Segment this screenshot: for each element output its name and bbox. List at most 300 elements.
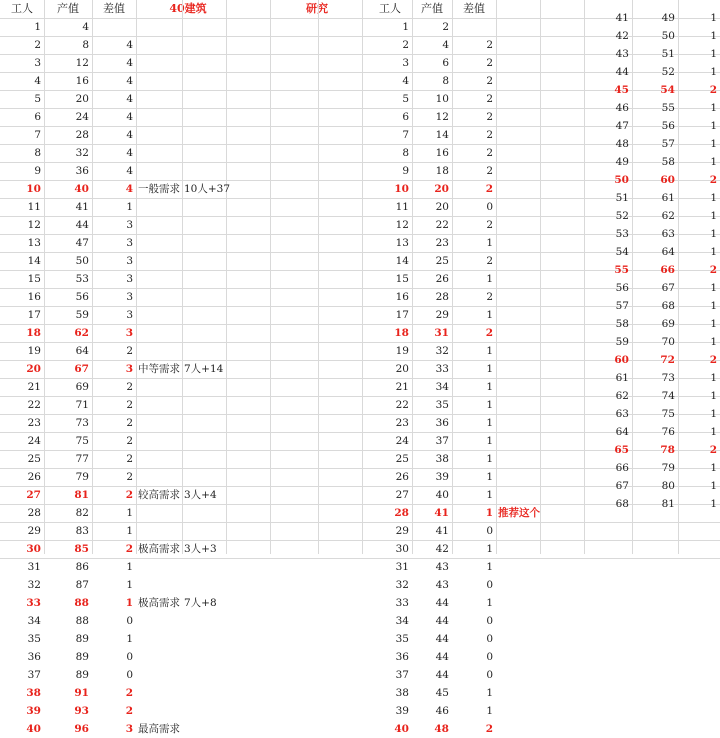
build-output-cell[interactable]: 56 bbox=[75, 291, 89, 303]
research-output-cell[interactable]: 44 bbox=[435, 651, 449, 663]
research-workers-cell[interactable]: 36 bbox=[395, 651, 409, 663]
research-workers-cell[interactable]: 25 bbox=[395, 453, 409, 465]
research-more-workers-cell[interactable]: 55 bbox=[614, 264, 629, 276]
build-workers-cell[interactable]: 29 bbox=[27, 525, 41, 537]
build-diff-cell[interactable]: 3 bbox=[125, 363, 133, 375]
build-diff-cell[interactable]: 3 bbox=[126, 255, 133, 267]
research-workers-cell[interactable]: 13 bbox=[395, 237, 409, 249]
build-output-cell[interactable]: 93 bbox=[74, 705, 89, 717]
research-more-diff-cell[interactable]: 1 bbox=[710, 156, 717, 168]
research-output-cell[interactable]: 8 bbox=[442, 75, 449, 87]
build-workers-cell[interactable]: 36 bbox=[27, 651, 41, 663]
build-workers-cell[interactable]: 5 bbox=[34, 93, 41, 105]
build-output-cell[interactable]: 41 bbox=[75, 201, 89, 213]
build-output-cell[interactable]: 69 bbox=[75, 381, 89, 393]
research-more-diff-cell[interactable]: 2 bbox=[709, 354, 717, 366]
research-workers-cell[interactable]: 22 bbox=[395, 399, 409, 411]
research-more-output-cell[interactable]: 60 bbox=[660, 174, 675, 186]
build-diff-cell[interactable]: 3 bbox=[126, 291, 133, 303]
research-diff-cell[interactable]: 1 bbox=[485, 507, 493, 519]
recommend-label-cell[interactable]: 推荐这个 bbox=[498, 507, 540, 519]
research-more-workers-cell[interactable]: 52 bbox=[615, 210, 629, 222]
build-workers-cell[interactable]: 34 bbox=[27, 615, 41, 627]
research-workers-cell[interactable]: 40 bbox=[394, 723, 409, 735]
build-output-cell[interactable]: 40 bbox=[74, 183, 89, 195]
build-diff-cell[interactable]: 2 bbox=[126, 345, 133, 357]
build-diff-cell[interactable]: 2 bbox=[126, 399, 133, 411]
build-diff-cell[interactable]: 4 bbox=[126, 111, 133, 123]
build-output-cell[interactable]: 12 bbox=[75, 57, 89, 69]
build-diff-cell[interactable]: 3 bbox=[125, 723, 133, 735]
build-output-cell[interactable]: 53 bbox=[75, 273, 89, 285]
research-more-output-cell[interactable]: 56 bbox=[661, 120, 675, 132]
build-output-cell[interactable]: 88 bbox=[75, 615, 89, 627]
build-output-cell[interactable]: 79 bbox=[75, 471, 89, 483]
build-workers-cell[interactable]: 27 bbox=[26, 489, 41, 501]
build-output-cell[interactable]: 62 bbox=[74, 327, 89, 339]
research-workers-cell[interactable]: 38 bbox=[395, 687, 409, 699]
research-output-cell[interactable]: 43 bbox=[435, 561, 449, 573]
research-diff-cell[interactable] bbox=[452, 18, 496, 36]
research-diff-cell[interactable]: 1 bbox=[486, 489, 493, 501]
build-diff-cell[interactable]: 3 bbox=[126, 219, 133, 231]
research-output-cell[interactable]: 31 bbox=[434, 327, 449, 339]
build-output-cell[interactable]: 24 bbox=[75, 111, 89, 123]
research-more-diff-cell[interactable]: 1 bbox=[710, 102, 717, 114]
research-more-diff-cell[interactable]: 1 bbox=[710, 48, 717, 60]
research-diff-cell[interactable]: 1 bbox=[486, 687, 493, 699]
research-workers-cell[interactable]: 15 bbox=[395, 273, 409, 285]
research-workers-cell[interactable]: 34 bbox=[395, 615, 409, 627]
demand-label-cell[interactable]: 较高需求 bbox=[138, 489, 180, 501]
build-workers-cell[interactable]: 7 bbox=[34, 129, 41, 141]
research-diff-cell[interactable]: 2 bbox=[486, 111, 493, 123]
build-output-cell[interactable]: 89 bbox=[75, 633, 89, 645]
research-output-cell[interactable]: 14 bbox=[435, 129, 449, 141]
build-workers-cell[interactable]: 1 bbox=[34, 21, 41, 33]
build-output-cell[interactable]: 8 bbox=[82, 39, 89, 51]
demand-extra-cell[interactable] bbox=[182, 720, 242, 738]
build-output-cell[interactable]: 82 bbox=[75, 507, 89, 519]
build-output-cell[interactable]: 44 bbox=[75, 219, 89, 231]
demand-label-cell[interactable]: 极高需求 bbox=[138, 597, 180, 609]
research-more-output-cell[interactable]: 49 bbox=[661, 12, 675, 24]
build-output-cell[interactable]: 91 bbox=[74, 687, 89, 699]
research-output-cell[interactable]: 32 bbox=[435, 345, 449, 357]
research-more-diff-cell[interactable]: 1 bbox=[710, 318, 717, 330]
research-diff-cell[interactable]: 2 bbox=[486, 75, 493, 87]
research-diff-cell[interactable]: 1 bbox=[486, 345, 493, 357]
research-diff-cell[interactable]: 0 bbox=[486, 615, 493, 627]
research-more-diff-cell[interactable]: 2 bbox=[709, 444, 717, 456]
research-diff-cell[interactable]: 2 bbox=[486, 57, 493, 69]
research-output-cell[interactable]: 25 bbox=[435, 255, 449, 267]
research-more-workers-cell[interactable]: 53 bbox=[615, 228, 629, 240]
build-output-cell[interactable]: 89 bbox=[75, 651, 89, 663]
build-workers-cell[interactable]: 16 bbox=[27, 291, 41, 303]
build-workers-cell[interactable]: 9 bbox=[34, 165, 41, 177]
research-more-output-cell[interactable]: 55 bbox=[661, 102, 675, 114]
build-workers-cell[interactable]: 17 bbox=[27, 309, 41, 321]
build-output-cell[interactable]: 59 bbox=[75, 309, 89, 321]
research-more-diff-cell[interactable]: 2 bbox=[709, 174, 717, 186]
build-diff-cell[interactable]: 3 bbox=[126, 237, 133, 249]
build-workers-cell[interactable]: 14 bbox=[27, 255, 41, 267]
build-output-cell[interactable]: 4 bbox=[82, 21, 89, 33]
research-more-diff-cell[interactable]: 1 bbox=[710, 246, 717, 258]
research-more-diff-cell[interactable]: 1 bbox=[710, 390, 717, 402]
research-more-workers-cell[interactable]: 50 bbox=[614, 174, 629, 186]
build-workers-cell[interactable]: 6 bbox=[34, 111, 41, 123]
build-diff-cell[interactable]: 2 bbox=[125, 705, 133, 717]
build-workers-cell[interactable]: 24 bbox=[27, 435, 41, 447]
research-more-output-cell[interactable]: 79 bbox=[661, 462, 675, 474]
demand-label-cell[interactable]: 一般需求 bbox=[138, 183, 180, 195]
research-output-cell[interactable]: 33 bbox=[435, 363, 449, 375]
research-workers-cell[interactable]: 18 bbox=[394, 327, 409, 339]
research-more-diff-cell[interactable]: 1 bbox=[710, 408, 717, 420]
research-more-diff-cell[interactable]: 1 bbox=[710, 282, 717, 294]
research-diff-cell[interactable]: 0 bbox=[486, 669, 493, 681]
research-diff-cell[interactable]: 2 bbox=[486, 93, 493, 105]
research-workers-cell[interactable]: 7 bbox=[402, 129, 409, 141]
research-diff-cell[interactable]: 1 bbox=[486, 561, 493, 573]
build-diff-cell[interactable] bbox=[92, 18, 136, 36]
research-output-cell[interactable]: 48 bbox=[434, 723, 449, 735]
build-diff-cell[interactable]: 2 bbox=[125, 687, 133, 699]
build-diff-cell[interactable]: 4 bbox=[126, 165, 133, 177]
research-workers-cell[interactable]: 32 bbox=[395, 579, 409, 591]
research-workers-cell[interactable]: 29 bbox=[395, 525, 409, 537]
research-output-cell[interactable]: 20 bbox=[434, 183, 449, 195]
research-output-cell[interactable]: 23 bbox=[435, 237, 449, 249]
research-workers-cell[interactable]: 28 bbox=[394, 507, 409, 519]
research-output-cell[interactable]: 44 bbox=[435, 615, 449, 627]
research-more-diff-cell[interactable]: 1 bbox=[710, 66, 717, 78]
research-more-diff-cell[interactable]: 1 bbox=[710, 120, 717, 132]
research-diff-cell[interactable]: 2 bbox=[486, 255, 493, 267]
research-more-workers-cell[interactable]: 46 bbox=[615, 102, 629, 114]
research-output-cell[interactable]: 35 bbox=[435, 399, 449, 411]
research-more-output-cell[interactable]: 63 bbox=[661, 228, 675, 240]
research-more-workers-cell[interactable]: 65 bbox=[614, 444, 629, 456]
research-more-workers-cell[interactable]: 44 bbox=[615, 66, 629, 78]
research-more-diff-cell[interactable]: 1 bbox=[710, 138, 717, 150]
research-more-output-cell[interactable]: 76 bbox=[661, 426, 675, 438]
research-output-cell[interactable]: 22 bbox=[435, 219, 449, 231]
research-more-workers-cell[interactable]: 64 bbox=[615, 426, 629, 438]
research-more-diff-cell[interactable]: 1 bbox=[710, 462, 717, 474]
build-diff-cell[interactable]: 4 bbox=[126, 147, 133, 159]
build-output-cell[interactable]: 32 bbox=[75, 147, 89, 159]
research-more-workers-cell[interactable]: 43 bbox=[615, 48, 629, 60]
research-more-workers-cell[interactable]: 56 bbox=[615, 282, 629, 294]
col-header-workers-a[interactable]: 工人 bbox=[11, 2, 33, 15]
research-diff-cell[interactable]: 1 bbox=[486, 471, 493, 483]
build-diff-cell[interactable]: 3 bbox=[125, 327, 133, 339]
build-output-cell[interactable]: 86 bbox=[75, 561, 89, 573]
research-workers-cell[interactable]: 1 bbox=[402, 21, 409, 33]
research-output-cell[interactable]: 41 bbox=[434, 507, 449, 519]
build-output-cell[interactable]: 28 bbox=[75, 129, 89, 141]
research-workers-cell[interactable]: 10 bbox=[394, 183, 409, 195]
build-diff-cell[interactable]: 1 bbox=[126, 579, 133, 591]
research-more-workers-cell[interactable]: 63 bbox=[615, 408, 629, 420]
build-output-cell[interactable]: 73 bbox=[75, 417, 89, 429]
research-output-cell[interactable]: 36 bbox=[435, 417, 449, 429]
build-output-cell[interactable]: 85 bbox=[74, 543, 89, 555]
build-workers-cell[interactable]: 13 bbox=[27, 237, 41, 249]
research-more-output-cell[interactable]: 62 bbox=[661, 210, 675, 222]
research-more-diff-cell[interactable]: 2 bbox=[709, 84, 717, 96]
build-workers-cell[interactable]: 19 bbox=[27, 345, 41, 357]
research-output-cell[interactable]: 44 bbox=[435, 669, 449, 681]
research-output-cell[interactable]: 26 bbox=[435, 273, 449, 285]
research-diff-cell[interactable]: 0 bbox=[486, 651, 493, 663]
build-workers-cell[interactable]: 12 bbox=[27, 219, 41, 231]
research-output-cell[interactable]: 18 bbox=[435, 165, 449, 177]
research-more-diff-cell[interactable]: 1 bbox=[710, 336, 717, 348]
research-output-cell[interactable]: 44 bbox=[435, 633, 449, 645]
research-output-cell[interactable]: 28 bbox=[435, 291, 449, 303]
build-output-cell[interactable]: 89 bbox=[75, 669, 89, 681]
research-more-diff-cell[interactable]: 1 bbox=[710, 192, 717, 204]
research-more-workers-cell[interactable]: 61 bbox=[615, 372, 629, 384]
research-workers-cell[interactable]: 21 bbox=[395, 381, 409, 393]
research-diff-cell[interactable]: 0 bbox=[486, 633, 493, 645]
research-more-output-cell[interactable]: 75 bbox=[661, 408, 675, 420]
research-output-cell[interactable]: 6 bbox=[442, 57, 449, 69]
research-workers-cell[interactable]: 14 bbox=[395, 255, 409, 267]
build-diff-cell[interactable]: 4 bbox=[125, 183, 133, 195]
build-diff-cell[interactable]: 4 bbox=[126, 57, 133, 69]
research-more-diff-cell[interactable]: 1 bbox=[710, 372, 717, 384]
research-diff-cell[interactable]: 0 bbox=[486, 525, 493, 537]
research-more-workers-cell[interactable]: 57 bbox=[615, 300, 629, 312]
demand-label-cell[interactable]: 极高需求 bbox=[138, 543, 180, 555]
research-diff-cell[interactable]: 2 bbox=[485, 327, 493, 339]
build-workers-cell[interactable]: 28 bbox=[27, 507, 41, 519]
research-more-diff-cell[interactable]: 1 bbox=[710, 30, 717, 42]
build-workers-cell[interactable]: 26 bbox=[27, 471, 41, 483]
research-more-workers-cell[interactable]: 45 bbox=[614, 84, 629, 96]
build-workers-cell[interactable]: 25 bbox=[27, 453, 41, 465]
research-workers-cell[interactable]: 5 bbox=[402, 93, 409, 105]
research-more-output-cell[interactable]: 70 bbox=[661, 336, 675, 348]
build-workers-cell[interactable]: 39 bbox=[26, 705, 41, 717]
build-diff-cell[interactable]: 4 bbox=[126, 93, 133, 105]
build-workers-cell[interactable]: 37 bbox=[27, 669, 41, 681]
build-output-cell[interactable]: 20 bbox=[75, 93, 89, 105]
title-research[interactable]: 研究 bbox=[306, 2, 328, 15]
research-more-diff-cell[interactable]: 1 bbox=[710, 228, 717, 240]
build-workers-cell[interactable]: 2 bbox=[34, 39, 41, 51]
research-workers-cell[interactable]: 9 bbox=[402, 165, 409, 177]
research-diff-cell[interactable]: 0 bbox=[486, 579, 493, 591]
build-workers-cell[interactable]: 32 bbox=[27, 579, 41, 591]
demand-extra-cell[interactable]: 3人+4 bbox=[184, 489, 217, 501]
build-diff-cell[interactable]: 0 bbox=[126, 651, 133, 663]
build-diff-cell[interactable]: 2 bbox=[125, 543, 133, 555]
build-diff-cell[interactable]: 2 bbox=[126, 381, 133, 393]
research-more-output-cell[interactable]: 50 bbox=[661, 30, 675, 42]
build-diff-cell[interactable]: 3 bbox=[126, 273, 133, 285]
research-output-cell[interactable]: 12 bbox=[435, 111, 449, 123]
research-workers-cell[interactable]: 16 bbox=[395, 291, 409, 303]
research-more-output-cell[interactable]: 73 bbox=[661, 372, 675, 384]
research-more-diff-cell[interactable]: 1 bbox=[710, 300, 717, 312]
research-output-cell[interactable]: 20 bbox=[435, 201, 449, 213]
research-more-output-cell[interactable]: 51 bbox=[661, 48, 675, 60]
research-workers-cell[interactable]: 11 bbox=[395, 201, 409, 213]
build-output-cell[interactable]: 71 bbox=[75, 399, 89, 411]
research-workers-cell[interactable]: 26 bbox=[395, 471, 409, 483]
research-more-workers-cell[interactable]: 48 bbox=[615, 138, 629, 150]
build-output-cell[interactable]: 87 bbox=[75, 579, 89, 591]
col-header-output-b[interactable]: 产值 bbox=[421, 2, 443, 15]
research-workers-cell[interactable]: 19 bbox=[395, 345, 409, 357]
build-diff-cell[interactable]: 0 bbox=[126, 615, 133, 627]
research-more-workers-cell[interactable]: 47 bbox=[615, 120, 629, 132]
build-workers-cell[interactable]: 15 bbox=[27, 273, 41, 285]
research-output-cell[interactable]: 45 bbox=[435, 687, 449, 699]
research-diff-cell[interactable]: 1 bbox=[486, 543, 493, 555]
build-output-cell[interactable]: 50 bbox=[75, 255, 89, 267]
research-more-output-cell[interactable]: 61 bbox=[661, 192, 675, 204]
build-workers-cell[interactable]: 31 bbox=[27, 561, 41, 573]
research-diff-cell[interactable]: 1 bbox=[486, 435, 493, 447]
build-diff-cell[interactable]: 1 bbox=[126, 561, 133, 573]
build-output-cell[interactable]: 36 bbox=[75, 165, 89, 177]
title-build[interactable]: 40建筑 bbox=[169, 2, 207, 15]
build-workers-cell[interactable]: 40 bbox=[26, 723, 41, 735]
research-more-workers-cell[interactable]: 51 bbox=[615, 192, 629, 204]
build-output-cell[interactable]: 81 bbox=[74, 489, 89, 501]
research-workers-cell[interactable]: 4 bbox=[402, 75, 409, 87]
build-workers-cell[interactable]: 4 bbox=[34, 75, 41, 87]
research-workers-cell[interactable]: 37 bbox=[395, 669, 409, 681]
research-workers-cell[interactable]: 35 bbox=[395, 633, 409, 645]
research-output-cell[interactable]: 38 bbox=[435, 453, 449, 465]
build-workers-cell[interactable]: 3 bbox=[34, 57, 41, 69]
research-output-cell[interactable]: 16 bbox=[435, 147, 449, 159]
research-more-output-cell[interactable]: 69 bbox=[661, 318, 675, 330]
build-workers-cell[interactable]: 8 bbox=[34, 147, 41, 159]
research-more-output-cell[interactable]: 64 bbox=[661, 246, 675, 258]
research-workers-cell[interactable]: 17 bbox=[395, 309, 409, 321]
build-output-cell[interactable]: 75 bbox=[75, 435, 89, 447]
build-diff-cell[interactable]: 4 bbox=[126, 75, 133, 87]
research-more-diff-cell[interactable]: 1 bbox=[710, 480, 717, 492]
research-workers-cell[interactable]: 2 bbox=[402, 39, 409, 51]
research-diff-cell[interactable]: 2 bbox=[485, 183, 493, 195]
build-output-cell[interactable]: 77 bbox=[75, 453, 89, 465]
research-more-workers-cell[interactable]: 59 bbox=[615, 336, 629, 348]
research-more-workers-cell[interactable]: 58 bbox=[615, 318, 629, 330]
research-diff-cell[interactable]: 2 bbox=[486, 147, 493, 159]
research-more-output-cell[interactable]: 74 bbox=[661, 390, 675, 402]
research-workers-cell[interactable]: 27 bbox=[395, 489, 409, 501]
research-output-cell[interactable]: 42 bbox=[435, 543, 449, 555]
research-workers-cell[interactable]: 30 bbox=[395, 543, 409, 555]
research-more-workers-cell[interactable]: 66 bbox=[615, 462, 629, 474]
build-diff-cell[interactable]: 0 bbox=[126, 669, 133, 681]
research-more-workers-cell[interactable]: 68 bbox=[615, 498, 629, 510]
research-output-cell[interactable]: 4 bbox=[442, 39, 449, 51]
build-workers-cell[interactable]: 10 bbox=[26, 183, 41, 195]
demand-extra-cell[interactable]: 7人+14 bbox=[184, 363, 224, 375]
research-more-output-cell[interactable]: 68 bbox=[661, 300, 675, 312]
research-diff-cell[interactable]: 0 bbox=[486, 201, 493, 213]
research-workers-cell[interactable]: 33 bbox=[395, 597, 409, 609]
research-output-cell[interactable]: 10 bbox=[435, 93, 449, 105]
research-more-workers-cell[interactable]: 62 bbox=[615, 390, 629, 402]
research-output-cell[interactable]: 2 bbox=[442, 21, 449, 33]
research-more-output-cell[interactable]: 58 bbox=[661, 156, 675, 168]
col-header-workers-b[interactable]: 工人 bbox=[379, 2, 401, 15]
research-diff-cell[interactable]: 2 bbox=[486, 39, 493, 51]
research-diff-cell[interactable]: 1 bbox=[486, 417, 493, 429]
research-more-output-cell[interactable]: 54 bbox=[660, 84, 675, 96]
research-more-diff-cell[interactable]: 1 bbox=[710, 12, 717, 24]
research-diff-cell[interactable]: 2 bbox=[486, 219, 493, 231]
research-more-workers-cell[interactable]: 67 bbox=[615, 480, 629, 492]
research-more-workers-cell[interactable]: 54 bbox=[615, 246, 629, 258]
demand-label-cell[interactable]: 中等需求 bbox=[138, 363, 180, 375]
build-workers-cell[interactable]: 30 bbox=[26, 543, 41, 555]
build-diff-cell[interactable]: 1 bbox=[126, 507, 133, 519]
build-diff-cell[interactable]: 4 bbox=[126, 129, 133, 141]
research-more-output-cell[interactable]: 78 bbox=[660, 444, 675, 456]
research-workers-cell[interactable]: 8 bbox=[402, 147, 409, 159]
research-more-output-cell[interactable]: 80 bbox=[661, 480, 675, 492]
build-workers-cell[interactable]: 11 bbox=[27, 201, 41, 213]
research-output-cell[interactable]: 40 bbox=[435, 489, 449, 501]
research-diff-cell[interactable]: 1 bbox=[486, 381, 493, 393]
build-diff-cell[interactable]: 2 bbox=[126, 417, 133, 429]
build-output-cell[interactable]: 88 bbox=[74, 597, 89, 609]
research-workers-cell[interactable]: 39 bbox=[395, 705, 409, 717]
research-diff-cell[interactable]: 2 bbox=[486, 129, 493, 141]
research-workers-cell[interactable]: 23 bbox=[395, 417, 409, 429]
research-workers-cell[interactable]: 6 bbox=[402, 111, 409, 123]
build-workers-cell[interactable]: 22 bbox=[27, 399, 41, 411]
research-more-output-cell[interactable]: 66 bbox=[660, 264, 675, 276]
build-workers-cell[interactable]: 38 bbox=[26, 687, 41, 699]
research-workers-cell[interactable]: 3 bbox=[402, 57, 409, 69]
build-workers-cell[interactable]: 21 bbox=[27, 381, 41, 393]
research-workers-cell[interactable]: 24 bbox=[395, 435, 409, 447]
build-diff-cell[interactable]: 2 bbox=[126, 453, 133, 465]
research-more-workers-cell[interactable]: 49 bbox=[615, 156, 629, 168]
research-output-cell[interactable]: 46 bbox=[435, 705, 449, 717]
build-workers-cell[interactable]: 23 bbox=[27, 417, 41, 429]
build-output-cell[interactable]: 64 bbox=[75, 345, 89, 357]
research-workers-cell[interactable]: 12 bbox=[395, 219, 409, 231]
demand-extra-cell[interactable]: 7人+8 bbox=[184, 597, 217, 609]
research-more-output-cell[interactable]: 57 bbox=[661, 138, 675, 150]
col-header-diff-b[interactable]: 差值 bbox=[463, 2, 485, 15]
research-output-cell[interactable]: 29 bbox=[435, 309, 449, 321]
research-diff-cell[interactable]: 1 bbox=[486, 309, 493, 321]
demand-label-cell[interactable]: 最高需求 bbox=[138, 723, 180, 735]
research-output-cell[interactable]: 37 bbox=[435, 435, 449, 447]
research-diff-cell[interactable]: 1 bbox=[486, 363, 493, 375]
build-diff-cell[interactable]: 1 bbox=[126, 525, 133, 537]
research-diff-cell[interactable]: 1 bbox=[486, 273, 493, 285]
research-output-cell[interactable]: 41 bbox=[435, 525, 449, 537]
research-more-workers-cell[interactable]: 60 bbox=[614, 354, 629, 366]
